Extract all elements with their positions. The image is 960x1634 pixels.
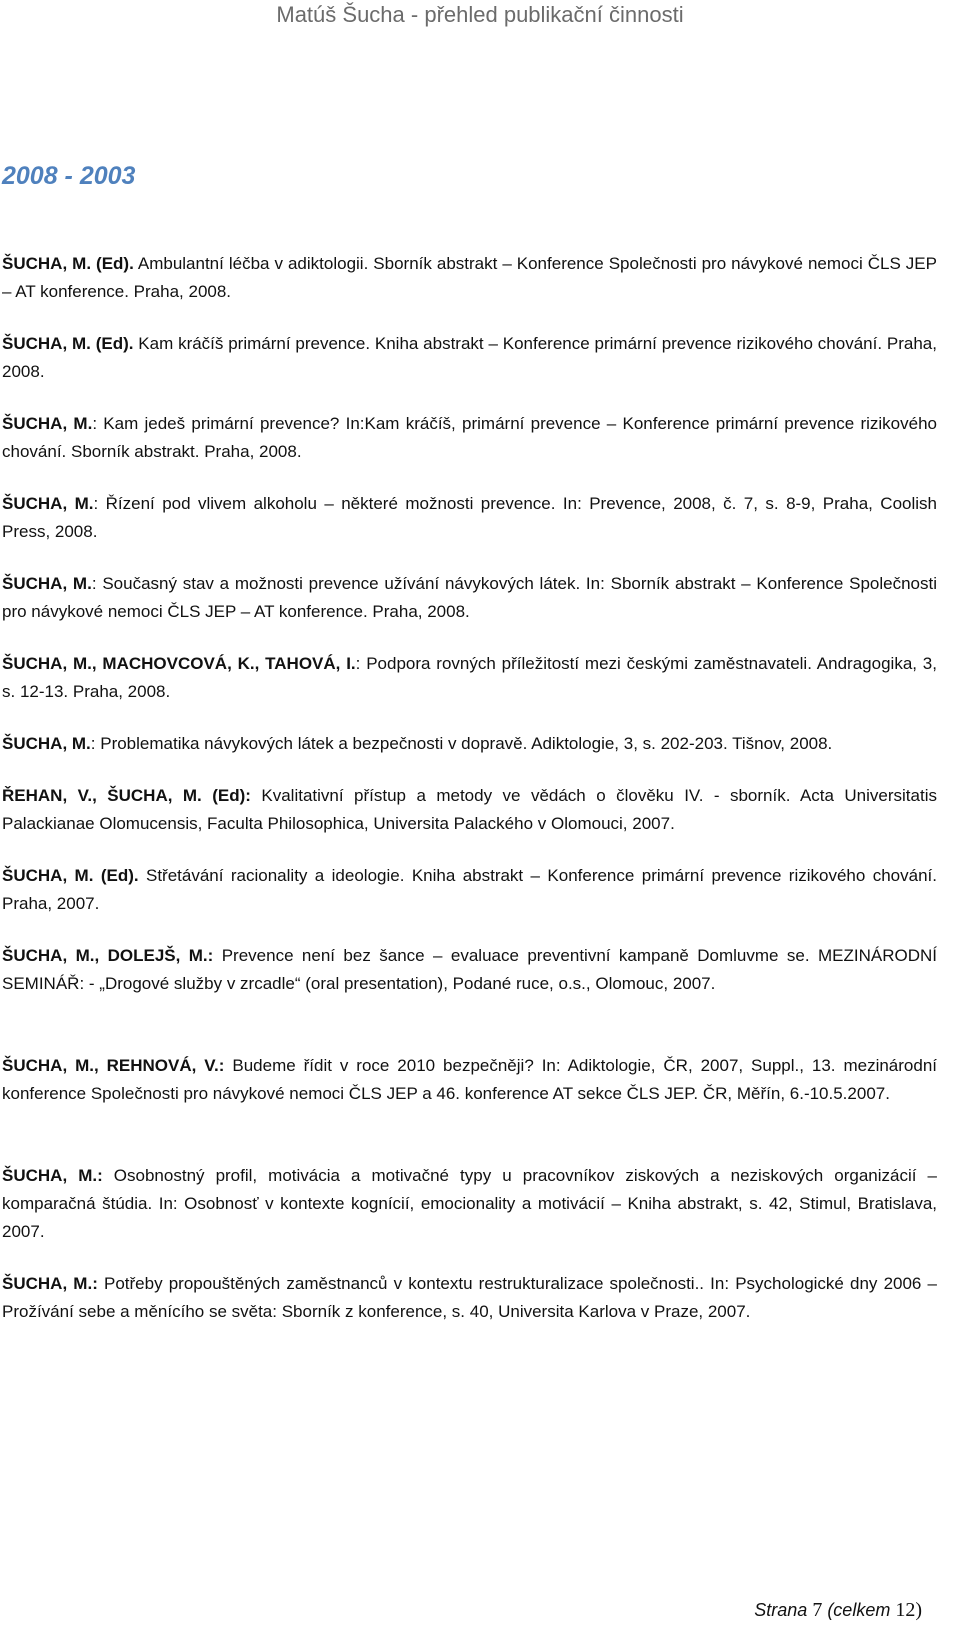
entry-text: : Řízení pod vlivem alkoholu – některé možnosti prevence. In: Prevence, 2008, č. 7, s. 8-9, Praha, Coolish Press, 2008. — [2, 494, 937, 541]
publication-entry — [2, 942, 937, 998]
entry-text: Ambulantní léčba v adiktologii. Sborník abstrakt – Konference Společnosti pro návykové nemoci ČLS JEP – AT konference. Praha, 2008. — [2, 254, 937, 301]
entry-author: ŠUCHA, M. (Ed). — [2, 334, 134, 353]
publication-entry — [2, 1162, 937, 1246]
entry-text: Budeme řídit v roce 2010 bezpečněji? In: Adiktologie, ČR, 2007, Suppl., 13. mezinárodní konference Společnosti pro návykové nemoci ČLS JEP a 46. konference AT sekce ČLS JEP. ČR, Měřín, 6.-10.5.2007. — [2, 1056, 938, 1103]
publication-entry — [2, 410, 937, 466]
publication-entry — [2, 250, 937, 306]
footer-page-number: 7 — [812, 1599, 823, 1621]
entry-text: : Současný stav a možnosti prevence užívání návykových látek. In: Sborník abstrakt – Konference Společnosti pro návykové nemoci ČLS JEP – AT konference. Praha, 2008. — [2, 574, 938, 621]
entry-author: ŠUCHA, M., REHNOVÁ, V.: — [2, 1056, 225, 1075]
entry-author: ŠUCHA, M.: — [2, 1274, 98, 1293]
entry-author: ŠUCHA, M. (Ed). — [2, 866, 139, 885]
entry-text: Střetávání racionality a ideologie. Kniha abstrakt – Konference primární prevence rizikového chování. Praha, 2007. — [2, 866, 937, 913]
entry-author: ŠUCHA, M., DOLEJŠ, M.: — [2, 946, 214, 965]
entry-author: ŠUCHA, M. — [2, 414, 93, 433]
entry-author: ŘEHAN, V., ŠUCHA, M. (Ed): — [2, 786, 251, 805]
publication-entry — [2, 650, 937, 706]
publication-entry — [2, 730, 937, 758]
entry-author: ŠUCHA, M. (Ed). — [2, 254, 134, 273]
entry-text: Kam kráčíš primární prevence. Kniha abstrakt – Konference primární prevence rizikového chování. Praha, 2008. — [2, 334, 937, 381]
entry-author: ŠUCHA, M.: — [2, 1166, 103, 1185]
entry-text: Potřeby propouštěných zaměstnanců v kontextu restrukturalizace společnosti.. In: Psychologické dny 2006 – Prožívání sebe a měnícího se světa: Sborník z konference, s. 40, Universita Karlova v Praze, 2007. — [2, 1274, 937, 1321]
section-heading: 2008 - 2003 — [2, 162, 136, 190]
publication-entry — [2, 1270, 937, 1326]
footer-total-label: (celkem — [827, 1600, 891, 1620]
publication-entry — [2, 570, 937, 626]
entry-text: : Kam jedeš primární prevence? In:Kam kráčíš, primární prevence – Konference primární prevence rizikového chování. Sborník abstrakt. Praha, 2008. — [2, 414, 938, 461]
footer-total-pages: 12) — [895, 1599, 922, 1621]
footer-page-label: Strana — [754, 1600, 808, 1620]
publication-list — [2, 250, 937, 1350]
entry-text: Kvalitativní přístup a metody ve vědách o člověku IV. - sborník. Acta Universitatis Palackianae Olomucensis, Faculta Philosophica, Universita Palackého v Olomouci, 2007. — [2, 786, 937, 833]
entry-text: Prevence není bez šance – evaluace preventivní kampaně Domluvme se. MEZINÁRODNÍ SEMINÁŘ: - „Drogové služby v zrcadle“ (oral presentation), Podané ruce, o.s., Olomouc, 2007. — [2, 946, 937, 993]
entry-author: ŠUCHA, M. — [2, 574, 92, 593]
page-header: Matúš Šucha - přehled publikační činnosti — [276, 2, 684, 27]
page-footer — [754, 1599, 922, 1622]
publication-entry — [2, 782, 937, 838]
publication-entry — [2, 330, 937, 386]
publication-entry — [2, 490, 937, 546]
entry-text: Osobnostný profil, motivácia a motivačné typy u pracovníkov ziskových a neziskových organizácií – komparačná štúdia. In: Osobnosť v kontexte kognícií, emocionality a motivácií – Kniha abstrakt, s. 42, Stimul, Bratislava, 2007. — [2, 1166, 937, 1241]
entry-text: : Problematika návykových látek a bezpečnosti v dopravě. Adiktologie, 3, s. 202-203. Tišnov, 2008. — [90, 734, 833, 753]
entry-author: ŠUCHA, M. — [2, 734, 91, 753]
publication-entry — [2, 1052, 937, 1108]
entry-text: : Podpora rovných příležitostí mezi českými zaměstnavateli. Andragogika, 3, s. 12-13. Praha, 2008. — [2, 654, 937, 701]
entry-author: ŠUCHA, M. — [2, 494, 94, 513]
entry-author: ŠUCHA, M., MACHOVCOVÁ, K., TAHOVÁ, I. — [2, 654, 356, 673]
publication-entry — [2, 862, 937, 918]
